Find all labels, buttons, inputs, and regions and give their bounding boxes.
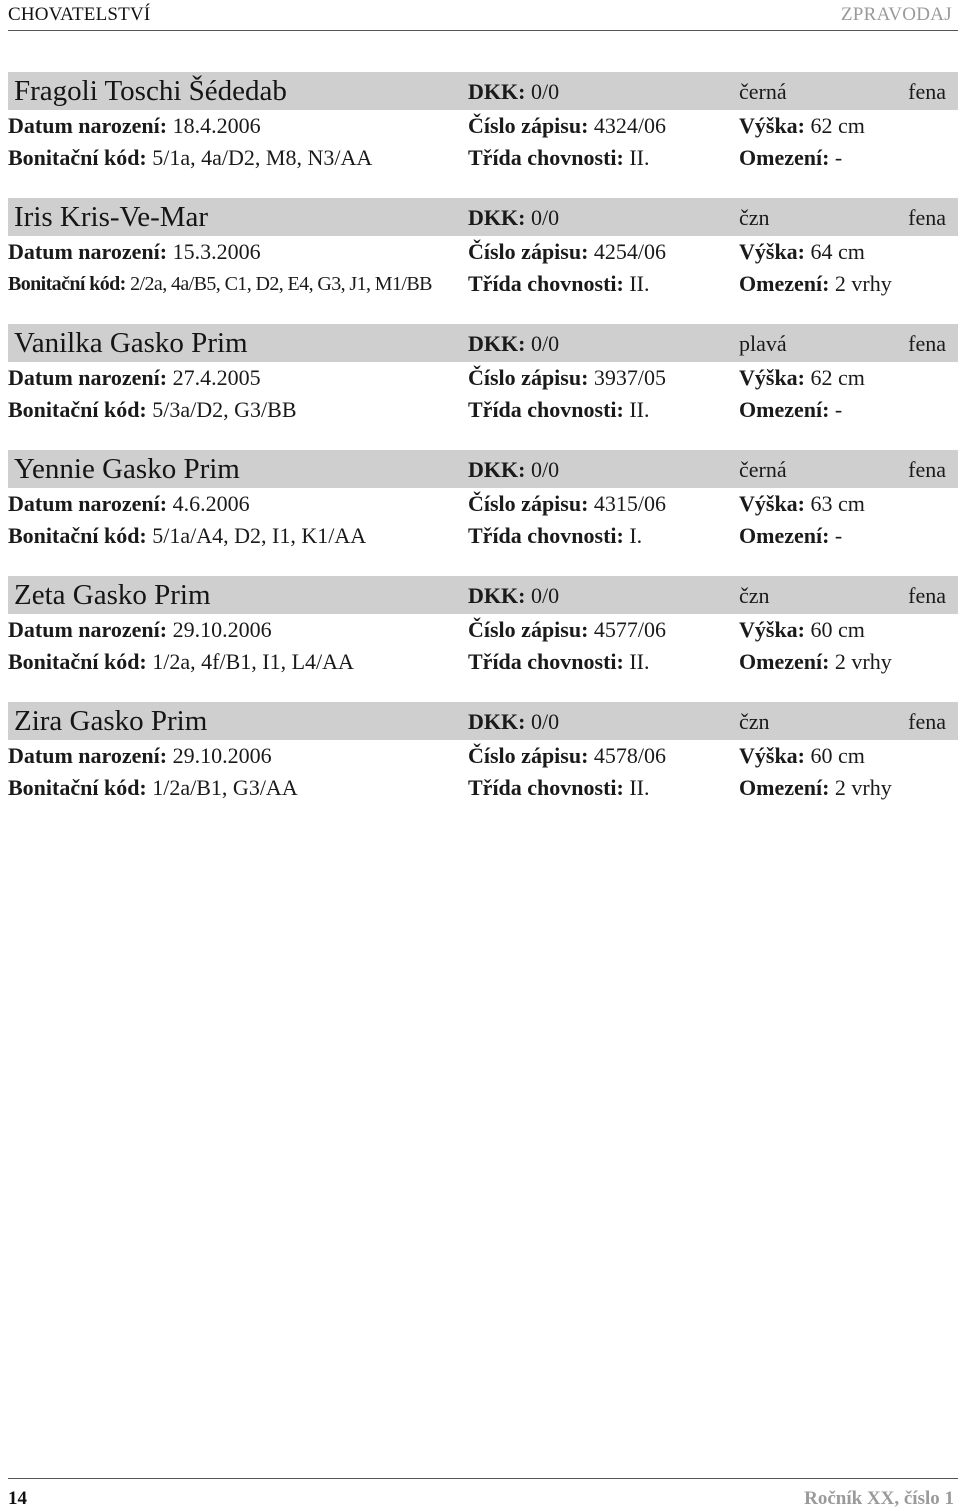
sex: fena	[908, 709, 946, 734]
breeding-class-value: II.	[629, 775, 650, 800]
bonitation-label: Bonitační kód:	[8, 273, 126, 295]
breeding-class-value: II.	[629, 145, 650, 170]
bonitation-field	[8, 772, 298, 804]
dog-name-bar	[8, 450, 958, 488]
dog-entry	[8, 72, 958, 174]
birth-date-value: 18.4.2006	[172, 113, 261, 138]
registration-value: 4578/06	[593, 743, 667, 768]
height-label: Výška:	[739, 617, 806, 642]
coat-color: plavá	[739, 331, 787, 356]
birth-date-field	[8, 110, 261, 142]
dog-name-bar	[8, 324, 958, 362]
header-divider	[8, 30, 958, 31]
bonitation-value: 5/3a/D2, G3/BB	[152, 397, 297, 422]
restriction-label: Omezení:	[739, 775, 830, 800]
dkk-value: 0/0	[530, 205, 560, 230]
dog-name: Iris Kris-Ve-Mar	[14, 201, 209, 233]
dog-name: Zira Gasko Prim	[14, 705, 208, 737]
bonitation-field	[8, 394, 297, 426]
bonitation-label: Bonitační kód:	[8, 649, 147, 674]
breeding-class-label: Třída chovnosti:	[468, 145, 624, 170]
sex: fena	[908, 583, 946, 608]
registration-value: 4324/06	[593, 113, 667, 138]
info-row-1	[8, 614, 958, 646]
dog-name: Vanilka Gasko Prim	[14, 327, 248, 359]
breeding-class-field	[468, 772, 650, 804]
restriction-label: Omezení:	[739, 523, 830, 548]
dog-name-bar	[8, 72, 958, 110]
coat-color: černá	[739, 79, 787, 104]
breeding-class-value: I.	[629, 523, 643, 548]
dkk-value: 0/0	[530, 583, 560, 608]
bonitation-value: 1/2a, 4f/B1, I1, L4/AA	[152, 649, 354, 674]
bonitation-field	[8, 520, 366, 552]
sex: fena	[908, 331, 946, 356]
coat-color: čzn	[739, 583, 770, 608]
section-title: CHOVATELSTVÍ	[8, 4, 151, 25]
dkk-field	[468, 77, 559, 107]
bonitation-label: Bonitační kód:	[8, 775, 147, 800]
restriction-label: Omezení:	[739, 271, 830, 296]
height-value: 62 cm	[810, 365, 865, 390]
dog-entry	[8, 198, 958, 300]
restriction-field	[739, 142, 842, 174]
breeding-class-value: II.	[629, 271, 650, 296]
dkk-label: DKK:	[468, 331, 526, 356]
dkk-field	[468, 455, 559, 485]
bonitation-field	[8, 142, 372, 174]
bonitation-field	[8, 646, 354, 678]
birth-date-value: 29.10.2006	[172, 743, 272, 768]
breeding-class-field	[468, 520, 642, 552]
info-row-2	[8, 772, 958, 804]
breeding-class-label: Třída chovnosti:	[468, 523, 624, 548]
bonitation-field	[8, 268, 432, 300]
info-row-1	[8, 236, 958, 268]
birth-date-field	[8, 614, 272, 646]
registration-label: Číslo zápisu:	[468, 617, 589, 642]
birth-date-field	[8, 236, 261, 268]
registration-field	[468, 614, 666, 646]
dog-name-bar	[8, 198, 958, 236]
restriction-field	[739, 394, 842, 426]
restriction-label: Omezení:	[739, 145, 830, 170]
bonitation-label: Bonitační kód:	[8, 523, 147, 548]
dkk-value: 0/0	[530, 331, 560, 356]
restriction-value: 2 vrhy	[834, 271, 892, 296]
breeding-class-label: Třída chovnosti:	[468, 397, 624, 422]
restriction-field	[739, 268, 892, 300]
height-field	[739, 110, 865, 142]
birth-date-label: Datum narození:	[8, 365, 168, 390]
dkk-label: DKK:	[468, 79, 526, 104]
height-value: 60 cm	[810, 743, 865, 768]
breeding-class-field	[468, 268, 650, 300]
registration-label: Číslo zápisu:	[468, 113, 589, 138]
bonitation-label: Bonitační kód:	[8, 145, 147, 170]
registration-value: 4577/06	[593, 617, 667, 642]
birth-date-label: Datum narození:	[8, 491, 168, 516]
birth-date-value: 27.4.2005	[172, 365, 261, 390]
dkk-field	[468, 581, 559, 611]
coat-color: černá	[739, 457, 787, 482]
restriction-value: -	[834, 397, 843, 422]
info-row-2	[8, 268, 958, 300]
info-row-1	[8, 488, 958, 520]
dkk-value: 0/0	[530, 457, 560, 482]
dog-name-bar	[8, 702, 958, 740]
dog-name: Yennie Gasko Prim	[14, 453, 240, 485]
restriction-label: Omezení:	[739, 397, 830, 422]
registration-value: 3937/05	[593, 365, 667, 390]
info-row-1	[8, 362, 958, 394]
registration-value: 4254/06	[593, 239, 667, 264]
registration-label: Číslo zápisu:	[468, 365, 589, 390]
registration-label: Číslo zápisu:	[468, 239, 589, 264]
height-label: Výška:	[739, 239, 806, 264]
registration-field	[468, 110, 666, 142]
page-header	[8, 4, 952, 28]
info-row-1	[8, 110, 958, 142]
dkk-field	[468, 707, 559, 737]
dog-name-bar	[8, 576, 958, 614]
breeding-class-field	[468, 646, 650, 678]
height-field	[739, 740, 865, 772]
height-value: 64 cm	[810, 239, 865, 264]
dkk-value: 0/0	[530, 79, 560, 104]
birth-date-field	[8, 488, 250, 520]
height-label: Výška:	[739, 491, 806, 516]
bonitation-value: 2/2a, 4a/B5, C1, D2, E4, G3, J1, M1/BB	[130, 273, 432, 295]
dog-entries-list	[8, 72, 958, 804]
bonitation-value: 5/1a, 4a/D2, M8, N3/AA	[152, 145, 373, 170]
info-row-2	[8, 646, 958, 678]
sex: fena	[908, 457, 946, 482]
registration-field	[468, 362, 666, 394]
registration-field	[468, 488, 666, 520]
dog-name: Fragoli Toschi Šédedab	[14, 75, 287, 107]
birth-date-label: Datum narození:	[8, 743, 168, 768]
breeding-class-field	[468, 394, 650, 426]
height-value: 63 cm	[810, 491, 865, 516]
dkk-label: DKK:	[468, 205, 526, 230]
height-field	[739, 488, 865, 520]
dkk-field	[468, 329, 559, 359]
registration-value: 4315/06	[593, 491, 667, 516]
issue-label: Ročník XX, číslo 1	[804, 1488, 954, 1509]
height-field	[739, 362, 865, 394]
restriction-value: 2 vrhy	[834, 649, 892, 674]
dog-name: Zeta Gasko Prim	[14, 579, 211, 611]
page-number: 14	[8, 1488, 27, 1509]
birth-date-value: 29.10.2006	[172, 617, 272, 642]
info-row-2	[8, 520, 958, 552]
dog-entry	[8, 450, 958, 552]
sex: fena	[908, 79, 946, 104]
publication-title: ZPRAVODAJ	[840, 4, 952, 25]
height-label: Výška:	[739, 365, 806, 390]
registration-label: Číslo zápisu:	[468, 491, 589, 516]
coat-color: čzn	[739, 205, 770, 230]
bonitation-label: Bonitační kód:	[8, 397, 147, 422]
info-row-2	[8, 142, 958, 174]
breeding-class-label: Třída chovnosti:	[468, 775, 624, 800]
registration-label: Číslo zápisu:	[468, 743, 589, 768]
dkk-value: 0/0	[530, 709, 560, 734]
birth-date-field	[8, 362, 261, 394]
sex: fena	[908, 205, 946, 230]
height-label: Výška:	[739, 743, 806, 768]
breeding-class-label: Třída chovnosti:	[468, 271, 624, 296]
birth-date-label: Datum narození:	[8, 617, 168, 642]
height-value: 62 cm	[810, 113, 865, 138]
height-label: Výška:	[739, 113, 806, 138]
restriction-label: Omezení:	[739, 649, 830, 674]
restriction-field	[739, 646, 892, 678]
breeding-class-value: II.	[629, 397, 650, 422]
height-field	[739, 236, 865, 268]
dkk-label: DKK:	[468, 583, 526, 608]
dog-entry	[8, 324, 958, 426]
restriction-value: -	[834, 145, 843, 170]
dkk-label: DKK:	[468, 709, 526, 734]
height-field	[739, 614, 865, 646]
breeding-class-field	[468, 142, 650, 174]
breeding-class-value: II.	[629, 649, 650, 674]
birth-date-value: 15.3.2006	[172, 239, 261, 264]
birth-date-label: Datum narození:	[8, 239, 168, 264]
birth-date-field	[8, 740, 272, 772]
dkk-label: DKK:	[468, 457, 526, 482]
registration-field	[468, 236, 666, 268]
birth-date-label: Datum narození:	[8, 113, 168, 138]
footer-divider	[8, 1478, 958, 1479]
restriction-value: -	[834, 523, 843, 548]
restriction-field	[739, 520, 842, 552]
birth-date-value: 4.6.2006	[172, 491, 250, 516]
coat-color: čzn	[739, 709, 770, 734]
breeding-class-label: Třída chovnosti:	[468, 649, 624, 674]
restriction-value: 2 vrhy	[834, 775, 892, 800]
restriction-field	[739, 772, 892, 804]
bonitation-value: 1/2a/B1, G3/AA	[152, 775, 298, 800]
info-row-1	[8, 740, 958, 772]
height-value: 60 cm	[810, 617, 865, 642]
dog-entry	[8, 576, 958, 678]
bonitation-value: 5/1a/A4, D2, I1, K1/AA	[152, 523, 367, 548]
dkk-field	[468, 203, 559, 233]
info-row-2	[8, 394, 958, 426]
registration-field	[468, 740, 666, 772]
dog-entry	[8, 702, 958, 804]
